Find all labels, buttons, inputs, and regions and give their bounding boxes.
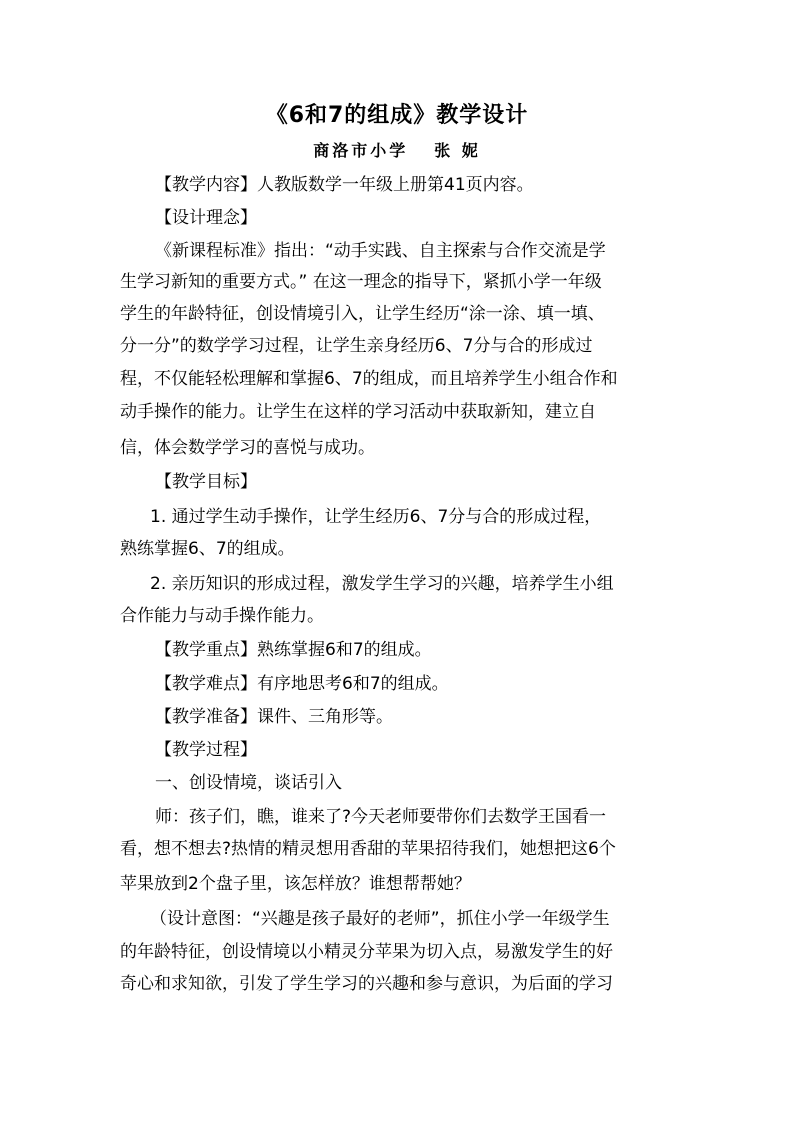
section-heading-concept: 【设计理念】 (155, 208, 257, 228)
section-key-point: 【教学重点】熟练掌握6和7的组成。 (155, 640, 432, 660)
paragraph-line: 熟练掌握6、7的组成。 (120, 539, 295, 559)
goal-item: 1. 通过学生动手操作，让学生经历6、7分与合的形成过程， (150, 507, 602, 527)
subsection-heading: 一、创设情境，谈话引入 (155, 773, 342, 793)
paragraph-line: 师：孩子们，瞧，谁来了?今天老师要带你们去数学王国看一 (155, 807, 607, 827)
page-title: 《6和7的组成》教学设计 (265, 103, 529, 128)
paragraph-line: 奇心和求知欲，引发了学生学习的兴趣和参与意识，为后面的学习 (120, 974, 613, 994)
paragraph-line: 程，不仅能轻松理解和掌握6、7的组成，而且培养学生小组合作和 (120, 369, 618, 389)
paragraph-line: 苹果放到2个盘子里，该怎样放？谁想帮帮她？ (120, 874, 471, 894)
section-heading-goals: 【教学目标】 (155, 472, 257, 492)
section-heading-process: 【教学过程】 (155, 740, 257, 760)
paragraph-line: 看，想不想去?热情的精灵想用香甜的苹果招待我们，她想把这6个 (120, 839, 616, 859)
section-preparation: 【教学准备】课件、三角形等。 (155, 707, 393, 727)
paragraph-line: 的年龄特征，创设情境以小精灵分苹果为切入点，易激发学生的好 (120, 942, 613, 962)
paragraph-line: 信，体会数学学习的喜悦与成功。 (120, 438, 375, 458)
goal-item: 2. 亲历知识的形成过程，激发学生学习的兴趣，培养学生小组 (150, 574, 614, 594)
paragraph-line: 动手操作的能力。让学生在这样的学习活动中获取新知，建立自 (120, 402, 596, 422)
paragraph-line: 生学习新知的重要方式。” 在这一理念的指导下，紧抓小学一年级 (120, 272, 602, 292)
paragraph-line: 分一分”的数学学习过程，让学生亲身经历6、7分与合的形成过 (120, 336, 593, 356)
author-line (0, 138, 794, 161)
section-difficulty: 【教学难点】有序地思考6和7的组成。 (155, 674, 449, 694)
paragraph-line: 《新课程标准》指出：“动手实践、自主探索与合作交流是学 (155, 241, 606, 261)
paragraph-line: 学生的年龄特征，创设情境引入，让学生经历“涂一涂、填一填、 (120, 304, 605, 324)
author-school: 商洛市小学 (313, 141, 409, 160)
section-content: 【教学内容】人教版数学一年级上册第41页内容。 (155, 175, 534, 195)
paragraph-line: 合作能力与动手操作能力。 (120, 606, 324, 626)
author-name: 张 妮 (434, 141, 481, 160)
paragraph-line: （设计意图：“兴趣是孩子最好的老师”，抓住小学一年级学生 (150, 909, 610, 929)
